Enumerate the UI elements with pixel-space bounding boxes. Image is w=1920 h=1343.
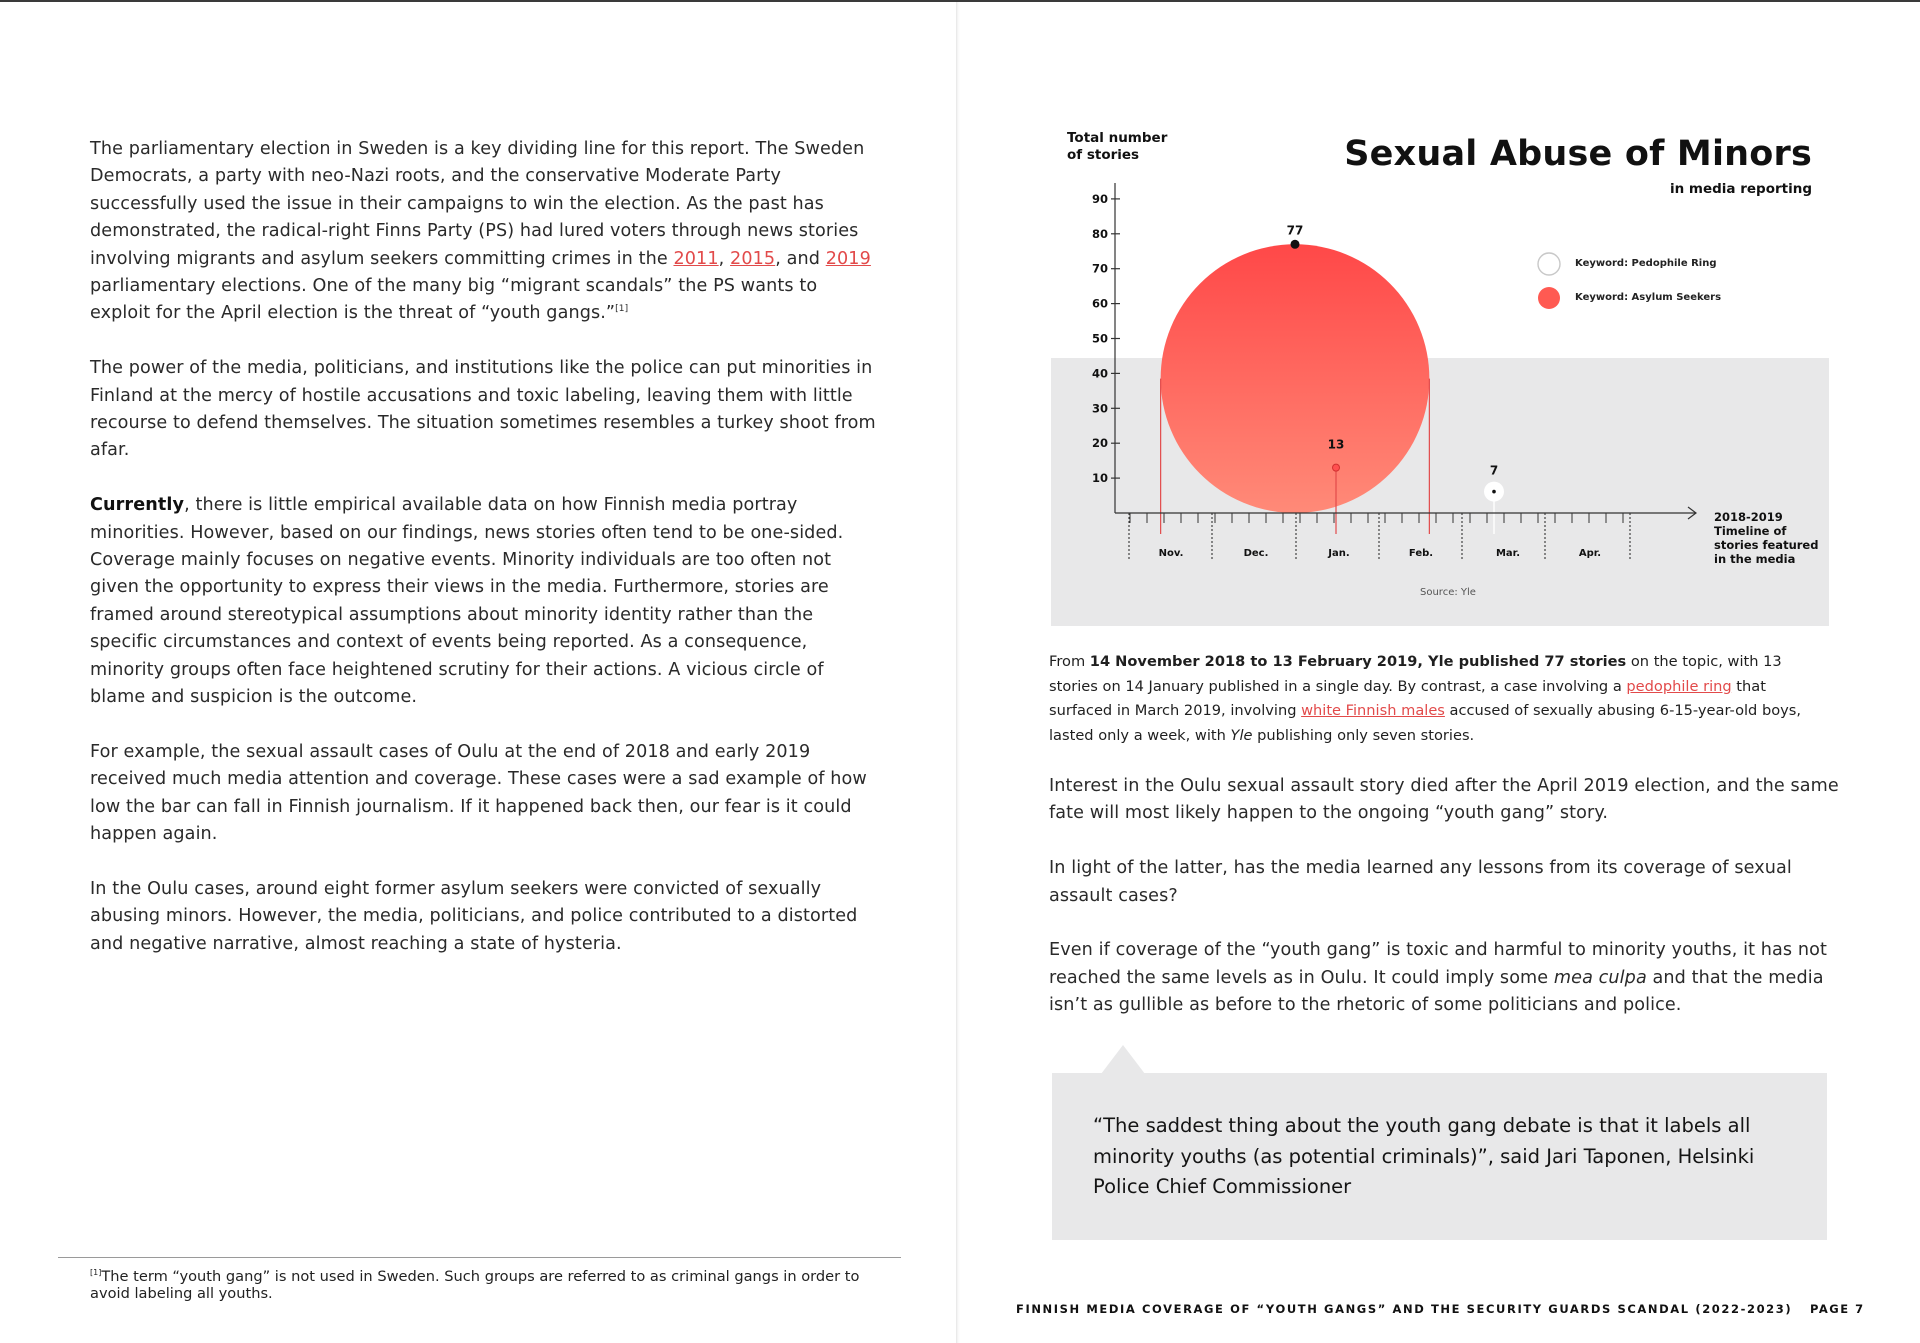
caption-italic: Yle [1230, 726, 1253, 744]
y-tick-label: 80 [1091, 226, 1108, 241]
legend-label-asylum-seekers: Keyword: Asylum Seekers [1575, 292, 1722, 303]
running-footer-title: FINNISH MEDIA COVERAGE OF “YOUTH GANGS” AND THE SECURITY GUARDS SCANDAL (2022-2023) [1016, 1302, 1793, 1316]
quote-notch [1101, 1045, 1145, 1074]
x-tick-label: Dec. [1243, 548, 1269, 559]
footnote-mark: [1] [90, 1268, 102, 1278]
caption-text: From [1049, 653, 1090, 670]
lead-word: Currently [90, 495, 185, 516]
separator: , [718, 248, 731, 269]
link-2019[interactable]: 2019 [825, 248, 871, 269]
data-label-13: 13 [1327, 437, 1345, 452]
link-2011[interactable]: 2011 [673, 248, 719, 269]
x-tick-label: Feb. [1408, 548, 1434, 559]
paragraph-text: The parliamentary election in Sweden is a key dividing line for this report. The Sweden Democrats, a party with neo-Nazi roots, and the conservative Moderate Party successfully used the issue in their campaigns to win the election. As the past has demonstrated, the radical-right Finns Party (PS) had lured voters through news stories involving migrants and asylum seekers committing crimes in the [90, 139, 865, 269]
x-axis-title [1714, 510, 1834, 566]
link-white-finnish-males[interactable]: white Finnish males [1301, 702, 1445, 720]
data-point-13 [1333, 464, 1340, 471]
footnote-text: The term “youth gang” is not used in Sweden. Such groups are referred to as criminal gangs in order to avoid labeling all youths. [90, 1268, 860, 1302]
legend-label-pedophile-ring: Keyword: Pedophile Ring [1575, 258, 1717, 269]
quote-text: “The saddest thing about the youth gang debate is that it labels all minority youths (as potential criminals)”, said Jari Taponen, Helsinki Police Chief Commissioner [1093, 1114, 1755, 1199]
paragraph-text: , there is little empirical available data on how Finnish media portray minorities. However, based on our findings, news stories often tend to be one-sided. Coverage mainly focuses on negative events. Minority individuals are too often not given the opportunity to express their views in the media. Furthermore, stories are framed around stereotypical assumptions about minority identity rather than the specific circumstances and context of events being reported. As a consequence, minority groups often face heightened scrutiny for their actions. A vicious circle of blame and suspicion is the outcome. [90, 495, 844, 708]
chart-title: Sexual Abuse of Minors [1344, 134, 1812, 174]
y-axis-title-line: Total number [1067, 130, 1168, 146]
paragraph-light: In light of the latter, has the media learned any lessons from its coverage of sexual assault cases? [1049, 858, 1792, 906]
paragraph-interest: Interest in the Oulu sexual assault story died after the April 2019 election, and the same fate will most likely happen to the ongoing “youth gang” story. [1049, 776, 1839, 824]
bubble-asylum-seekers-dec [1161, 244, 1430, 513]
y-tick-label: 40 [1091, 366, 1108, 381]
y-tick-label: 20 [1091, 436, 1108, 451]
paragraph-power: The power of the media, politicians, and institutions like the police can put minorities in Finland at the mercy of hostile accusations and toxic labeling, leaving them with little recourse to defend themselves. The situation sometimes resembles a turkey shoot from afar. [90, 358, 876, 461]
x-tick-label: Jan. [1328, 548, 1350, 559]
legend-swatch-pedophile-ring [1538, 253, 1560, 275]
x-axis-title-line: 2018-2019 [1714, 510, 1783, 524]
paragraph-text: Even if coverage of the “youth gang” is toxic and harmful to minority youths, it has not reached the same levels as in Oulu. It could imply some [1049, 940, 1827, 988]
page-number: PAGE 7 [1810, 1302, 1865, 1316]
data-label-77: 77 [1286, 223, 1304, 238]
data-point-7-dot [1492, 490, 1496, 494]
x-axis-title-line: Timeline of [1714, 524, 1787, 538]
x-axis-title-line: stories featured [1714, 538, 1819, 552]
x-tick-label: Apr. [1578, 548, 1602, 559]
y-tick-label: 70 [1091, 261, 1108, 276]
separator: , and [775, 248, 826, 269]
paragraph-oulu-cases: In the Oulu cases, around eight former asylum seekers were convicted of sexually abusing minors. However, the media, politicians, and police contributed to a distorted and negative narrative, almost reaching a state of hysteria. [90, 878, 858, 954]
y-tick-label: 10 [1091, 471, 1108, 486]
legend-swatch-asylum-seekers [1538, 287, 1560, 309]
y-tick-label: 90 [1091, 191, 1108, 206]
caption-text: on the topic, with 13 stories on 14 January published in a single day. By contrast, a case involving a [1049, 653, 1782, 695]
y-tick-label: 50 [1091, 331, 1108, 346]
caption-text: publishing only seven stories. [1252, 726, 1475, 744]
x-tick-label: Nov. [1158, 548, 1184, 559]
y-tick-label: 60 [1091, 296, 1108, 311]
caption-text: accused of sexually abusing 6-15-year-old boys, lasted only a week, with [1049, 702, 1802, 744]
caption-text: that surfaced in March 2019, involving [1049, 677, 1766, 720]
x-tick-label: Mar. [1495, 548, 1521, 559]
paragraph-oulu-example: For example, the sexual assault cases of Oulu at the end of 2018 and early 2019 received much media attention and coverage. These cases were a sad example of how low the bar can fall in Finnish journalism. If it happened back then, our fear is it could happen again. [90, 741, 867, 845]
chart-source: Source: Yle [1420, 587, 1476, 598]
y-tick-label: 30 [1091, 401, 1108, 416]
link-2015[interactable]: 2015 [730, 248, 776, 269]
link-pedophile-ring[interactable]: pedophile ring [1626, 677, 1732, 695]
paragraph-text: and that the media isn’t as gullible as before to the rhetoric of some politicians and police. [1049, 967, 1824, 1016]
chart-subtitle: in media reporting [1669, 181, 1812, 197]
paragraph-text: parliamentary elections. One of the many big “migrant scandals” the PS wants to exploit for the April election is the threat of “youth gangs.” [90, 276, 818, 324]
x-axis-title-line: in the media [1714, 552, 1796, 566]
data-point-77 [1291, 240, 1300, 249]
data-label-7: 7 [1489, 463, 1499, 478]
italic-phrase: mea culpa [1553, 967, 1647, 988]
chart-caption [1049, 650, 1829, 748]
y-axis-title-line: of stories [1067, 147, 1140, 163]
paragraph-even-if [1049, 937, 1839, 1019]
caption-bold: 14 November 2018 to 13 February 2019, Yle published 77 stories [1089, 653, 1627, 670]
right-body [1049, 773, 1839, 1047]
footnote-ref[interactable]: [1] [615, 304, 629, 315]
